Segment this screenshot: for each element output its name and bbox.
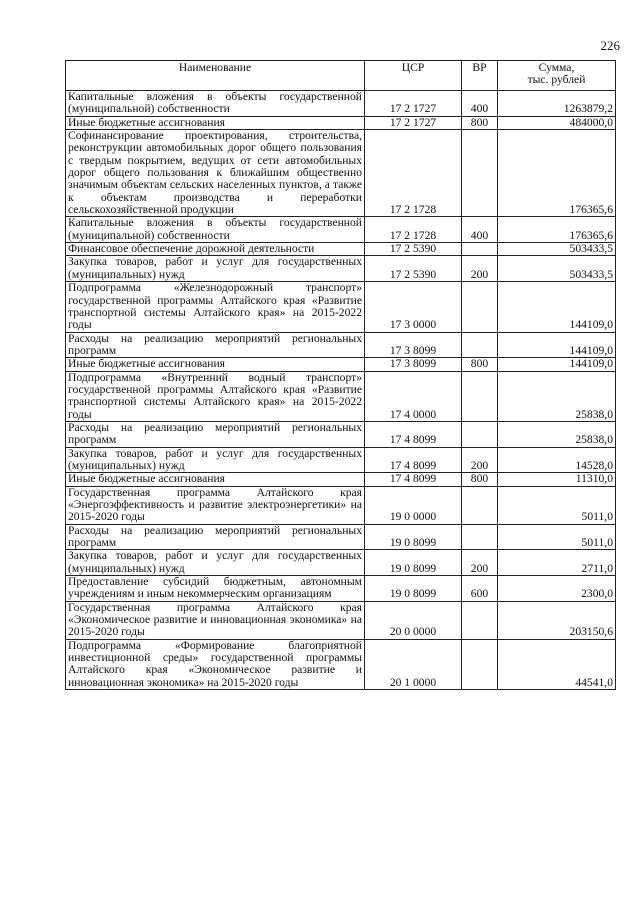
row-name: Расходы на реализацию мероприятий региональных программ: [66, 332, 365, 358]
row-sum: 5011,0: [498, 524, 616, 550]
table-row: [66, 524, 616, 550]
table-row: [66, 421, 616, 447]
budget-table: [65, 60, 616, 690]
row-csr: 17 4 0000: [365, 371, 462, 421]
row-csr: 17 2 1727: [365, 91, 462, 117]
row-name: Подпрограмма «Внутренний водный транспорт» государственной программы Алтайского края «Развитие транспортной системы Алтайского края» на 2015-2022 годы: [66, 371, 365, 421]
row-csr: 17 4 8099: [365, 447, 462, 473]
table-row: [66, 358, 616, 371]
row-csr: 19 0 8099: [365, 524, 462, 550]
row-name: Закупка товаров, работ и услуг для государственных (муниципальных) нужд: [66, 447, 365, 473]
header-sum: [498, 61, 616, 91]
row-vr: [462, 639, 498, 689]
row-vr: 600: [462, 576, 498, 602]
header-name: Наименование: [66, 61, 365, 91]
row-sum: 14528,0: [498, 447, 616, 473]
row-csr: 19 0 0000: [365, 486, 462, 524]
row-name: Подпрограмма «Формирование благоприятной инвестиционной среды» государственной программы Алтайского края «Экономическое развитие и инновационная экономика» на 2015-2020 годы: [66, 639, 365, 689]
row-csr: 20 1 0000: [365, 639, 462, 689]
table-row: [66, 576, 616, 602]
row-sum: 176365,6: [498, 217, 616, 243]
table-row: [66, 473, 616, 486]
row-vr: 800: [462, 473, 498, 486]
row-sum: 1263879,2: [498, 91, 616, 117]
table-row: [66, 486, 616, 524]
row-sum: 144109,0: [498, 332, 616, 358]
row-name: Закупка товаров, работ и услуг для государственных (муниципальных) нужд: [66, 550, 365, 576]
row-vr: 200: [462, 550, 498, 576]
row-name: Расходы на реализацию мероприятий региональных программ: [66, 421, 365, 447]
row-name: Капитальные вложения в объекты государственной (муниципальной) собственности: [66, 91, 365, 117]
row-vr: [462, 421, 498, 447]
table-row: [66, 282, 616, 332]
row-sum: 25838,0: [498, 371, 616, 421]
table-header-row: [66, 61, 616, 91]
row-name: Софинансирование проектирования, строительства, реконструкции автомобильных дорог общего пользования с твердым покрытием, ведущих от сети автомобильных дорог общего пользования к ближайшим общественно значимым объектам сельских населенных пунктов, а также к объектам производства и переработки сельскохозяйственной продукции: [66, 130, 365, 217]
row-sum: 2300,0: [498, 576, 616, 602]
row-name: Иные бюджетные ассигнования: [66, 116, 365, 129]
row-sum: 144109,0: [498, 282, 616, 332]
row-csr: 17 3 0000: [365, 282, 462, 332]
row-vr: [462, 130, 498, 217]
row-name: Иные бюджетные ассигнования: [66, 473, 365, 486]
row-vr: [462, 486, 498, 524]
table-row: [66, 639, 616, 689]
table-row: [66, 116, 616, 129]
row-csr: 17 4 8099: [365, 421, 462, 447]
header-sum-line1: Сумма,: [538, 61, 575, 74]
row-sum: 25838,0: [498, 421, 616, 447]
row-vr: [462, 282, 498, 332]
table-row: [66, 91, 616, 117]
table-row: [66, 130, 616, 217]
table-row: [66, 243, 616, 256]
row-sum: 176365,6: [498, 130, 616, 217]
row-csr: 17 2 5390: [365, 243, 462, 256]
row-sum: 11310,0: [498, 473, 616, 486]
row-name: Финансовое обеспечение дорожной деятельности: [66, 243, 365, 256]
row-vr: [462, 332, 498, 358]
row-csr: 19 0 8099: [365, 576, 462, 602]
row-sum: 503433,5: [498, 243, 616, 256]
header-vr: ВР: [462, 61, 498, 91]
row-name: Государственная программа Алтайского края «Энергоэффективность и развитие электроэнергетики» на 2015-2020 годы: [66, 486, 365, 524]
table-body: [66, 91, 616, 690]
row-vr: [462, 371, 498, 421]
row-vr: 200: [462, 256, 498, 282]
row-sum: 2711,0: [498, 550, 616, 576]
row-vr: 800: [462, 358, 498, 371]
row-csr: 17 2 1728: [365, 217, 462, 243]
row-sum: 144109,0: [498, 358, 616, 371]
row-sum: 203150,6: [498, 601, 616, 639]
row-csr: 17 2 1728: [365, 130, 462, 217]
row-vr: 400: [462, 91, 498, 117]
row-vr: [462, 243, 498, 256]
table-row: [66, 447, 616, 473]
table-row: [66, 550, 616, 576]
row-name: Государственная программа Алтайского края «Экономическое развитие и инновационная экономика» на 2015-2020 годы: [66, 601, 365, 639]
table-row: [66, 332, 616, 358]
row-name: Закупка товаров, работ и услуг для государственных (муниципальных) нужд: [66, 256, 365, 282]
row-vr: 800: [462, 116, 498, 129]
table-row: [66, 371, 616, 421]
header-csr: ЦСР: [365, 61, 462, 91]
table-row: [66, 217, 616, 243]
row-vr: [462, 524, 498, 550]
row-sum: 484000,0: [498, 116, 616, 129]
row-vr: 400: [462, 217, 498, 243]
row-csr: 20 0 0000: [365, 601, 462, 639]
row-vr: 200: [462, 447, 498, 473]
row-sum: 44541,0: [498, 639, 616, 689]
row-sum: 503433,5: [498, 256, 616, 282]
page-number: 226: [600, 38, 620, 53]
row-name: Предоставление субсидий бюджетным, автономным учреждениям и иным некоммерческим организациям: [66, 576, 365, 602]
row-sum: 5011,0: [498, 486, 616, 524]
row-name: Иные бюджетные ассигнования: [66, 358, 365, 371]
row-vr: [462, 601, 498, 639]
table-row: [66, 601, 616, 639]
row-csr: 17 2 5390: [365, 256, 462, 282]
row-name: Расходы на реализацию мероприятий региональных программ: [66, 524, 365, 550]
table-row: [66, 256, 616, 282]
row-csr: 17 2 1727: [365, 116, 462, 129]
row-csr: 17 4 8099: [365, 473, 462, 486]
row-csr: 17 3 8099: [365, 358, 462, 371]
row-csr: 17 3 8099: [365, 332, 462, 358]
row-name: Подпрограмма «Железнодорожный транспорт» государственной программы Алтайского края «Развитие транспортной системы Алтайского края» на 2015-2022 годы: [66, 282, 365, 332]
header-sum-line2: тыс. рублей: [527, 73, 586, 87]
row-csr: 19 0 8099: [365, 550, 462, 576]
row-name: Капитальные вложения в объекты государственной (муниципальной) собственности: [66, 217, 365, 243]
